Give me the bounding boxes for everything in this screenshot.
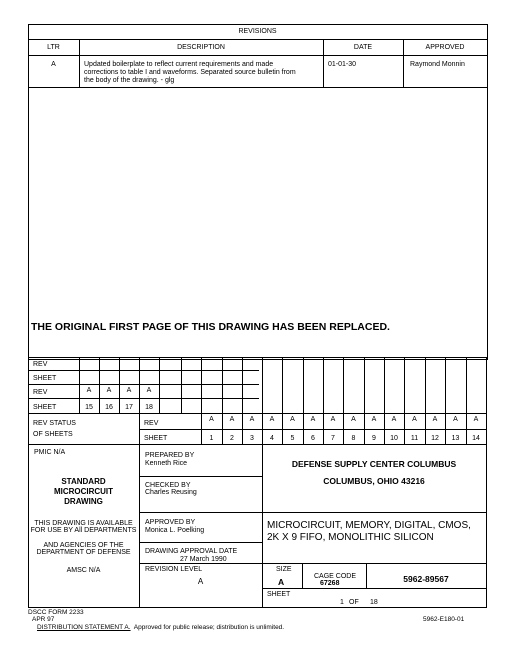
form-date: APR 97 <box>32 616 55 623</box>
rev-cell: A <box>330 416 336 423</box>
sheet-row-label: SHEET <box>33 375 57 382</box>
approved-by-name: Monica L. Poelking <box>145 527 205 534</box>
rev-cell: A <box>269 416 275 423</box>
sheet-cell: 18 <box>145 404 153 411</box>
rev-cell: A <box>310 416 316 423</box>
revision-date: 01-01-30 <box>328 61 357 68</box>
approved-by-label: APPROVED BY <box>145 519 196 526</box>
cage-code-label: CAGE CODE <box>314 573 357 580</box>
rev-cell: A <box>432 416 438 423</box>
sheet-row-label: SHEET <box>33 404 57 411</box>
sheet-of-label: OF <box>349 599 359 606</box>
rev-cell: A <box>290 416 295 423</box>
distribution-label: DISTRIBUTION STATEMENT A. <box>37 624 131 631</box>
rev-row-label: REV <box>144 420 159 427</box>
drawing-title-line: MICROCIRCUIT, MEMORY, DIGITAL, CMOS, <box>267 520 471 531</box>
sheet-cell: 14 <box>472 435 480 442</box>
column-header-ltr: LTR <box>47 44 60 51</box>
availability-line: THIS DRAWING IS AVAILABLE <box>34 520 133 527</box>
sheet-number: 1 <box>340 599 344 606</box>
status-column-divider <box>343 357 344 413</box>
amsc-label: AMSC N/A <box>66 567 101 574</box>
rev-cell: A <box>209 416 214 423</box>
sheet-label: SHEET <box>267 591 291 598</box>
sheet-cell: 5 <box>290 435 295 442</box>
revision-letter: A <box>51 61 56 68</box>
rev-cell: A <box>249 416 255 423</box>
status-column-divider <box>466 357 467 413</box>
rev-row-label: REV <box>33 361 48 368</box>
sheet-cell: 17 <box>125 404 133 411</box>
status-column-divider <box>201 357 202 413</box>
availability-line: AND AGENCIES OF THE <box>43 542 124 549</box>
status-column-divider <box>404 357 405 413</box>
sheet-row-label: SHEET <box>144 435 168 442</box>
distribution-statement <box>37 624 284 632</box>
rev-cell: A <box>86 387 92 394</box>
rev-cell: A <box>106 387 112 394</box>
rev-cell: A <box>453 416 458 423</box>
rev-cell: A <box>229 416 235 423</box>
status-column-divider <box>262 357 263 413</box>
of-sheets-label: OF SHEETS <box>33 431 73 438</box>
column-header-description: DESCRIPTION <box>177 44 225 51</box>
rev-status-label: REV STATUS <box>33 420 76 427</box>
replacement-notice: THE ORIGINAL FIRST PAGE OF THIS DRAWING HAS BEEN REPLACED. <box>31 321 390 333</box>
revision-approver: Raymond Monnin <box>410 61 465 68</box>
availability-line: FOR USE BY All DEPARTMENTS <box>30 527 137 534</box>
sheet-cell: 8 <box>351 435 356 442</box>
document-code: 5962-E180-01 <box>423 616 465 623</box>
rev-cell: A <box>412 416 417 423</box>
sheet-cell: 4 <box>270 435 274 442</box>
status-column-divider <box>242 357 243 413</box>
rev-cell: A <box>473 416 479 423</box>
rev-row-label: REV <box>33 389 48 396</box>
rev-cell: A <box>146 387 152 394</box>
rev-cell: A <box>126 387 132 394</box>
standard-label: STANDARD <box>61 477 106 486</box>
status-column-divider <box>323 357 324 413</box>
status-column-divider <box>364 357 365 413</box>
status-column-divider <box>445 357 446 413</box>
sheet-cell: 13 <box>451 435 460 442</box>
sheet-cell: 3 <box>250 435 254 442</box>
status-column-divider <box>384 357 385 413</box>
sheet-cell: 7 <box>331 435 335 442</box>
availability-line: DEPARTMENT OF DEFENSE <box>36 549 131 556</box>
sheet-cell: 12 <box>431 435 439 442</box>
revisions-title: REVISIONS <box>238 28 277 35</box>
sheet-cell: 1 <box>209 435 214 442</box>
approval-date: 27 March 1990 <box>180 556 227 563</box>
approval-date-label: DRAWING APPROVAL DATE <box>145 548 238 555</box>
revision-level-label: REVISION LEVEL <box>145 566 203 573</box>
cage-code-value: 67268 <box>320 580 340 587</box>
agency-name: DEFENSE SUPPLY CENTER COLUMBUS <box>291 459 457 469</box>
rev-cell: A <box>391 416 397 423</box>
sheet-cell: 6 <box>311 435 315 442</box>
sheet-total: 18 <box>370 599 378 606</box>
status-column-divider <box>159 357 160 413</box>
size-label: SIZE <box>276 566 292 573</box>
drawing-label: DRAWING <box>64 497 103 506</box>
distribution-text: Approved for public release; distribution is unlimited. <box>130 624 285 631</box>
sheet-cell: 10 <box>390 435 398 442</box>
status-column-divider <box>222 357 223 413</box>
revision-description-line: corrections to table I and waveforms. Separated source bulletin from <box>84 69 296 76</box>
revision-description-line: Updated boilerplate to reflect current requirements and made <box>84 61 274 68</box>
sheet-cell: 9 <box>372 435 376 442</box>
sheet-cell: 15 <box>85 404 93 411</box>
revision-level: A <box>197 577 204 586</box>
rev-cell: A <box>371 416 377 423</box>
prepared-by-label: PREPARED BY <box>145 452 195 459</box>
column-header-date: DATE <box>353 44 373 51</box>
checked-by-label: CHECKED BY <box>145 482 191 489</box>
agency-address: COLUMBUS, OHIO 43216 <box>323 476 425 486</box>
pmic-label: PMIC N/A <box>34 449 66 456</box>
drawing-title-line: 2K X 9 FIFO, MONOLITHIC SILICON <box>267 532 434 543</box>
microcircuit-label: MICROCIRCUIT <box>53 487 114 496</box>
status-column-divider <box>303 357 304 413</box>
revision-description-line: the body of the drawing. - glg <box>84 77 175 84</box>
sheet-cell: 2 <box>230 435 234 442</box>
drawing-number: 5962-89567 <box>403 574 449 584</box>
sheet-cell: 16 <box>105 404 113 411</box>
column-header-approved: APPROVED <box>425 44 465 51</box>
prepared-by-name: Kenneth Rice <box>145 460 188 467</box>
status-column-divider <box>425 357 426 413</box>
form-number: DSCC FORM 2233 <box>28 609 84 616</box>
status-column-divider <box>181 357 182 413</box>
rev-cell: A <box>351 416 356 423</box>
size-value: A <box>278 577 285 587</box>
status-column-divider <box>282 357 283 413</box>
sheet-cell: 11 <box>410 435 419 442</box>
checked-by-name: Charles Reusing <box>145 489 197 496</box>
